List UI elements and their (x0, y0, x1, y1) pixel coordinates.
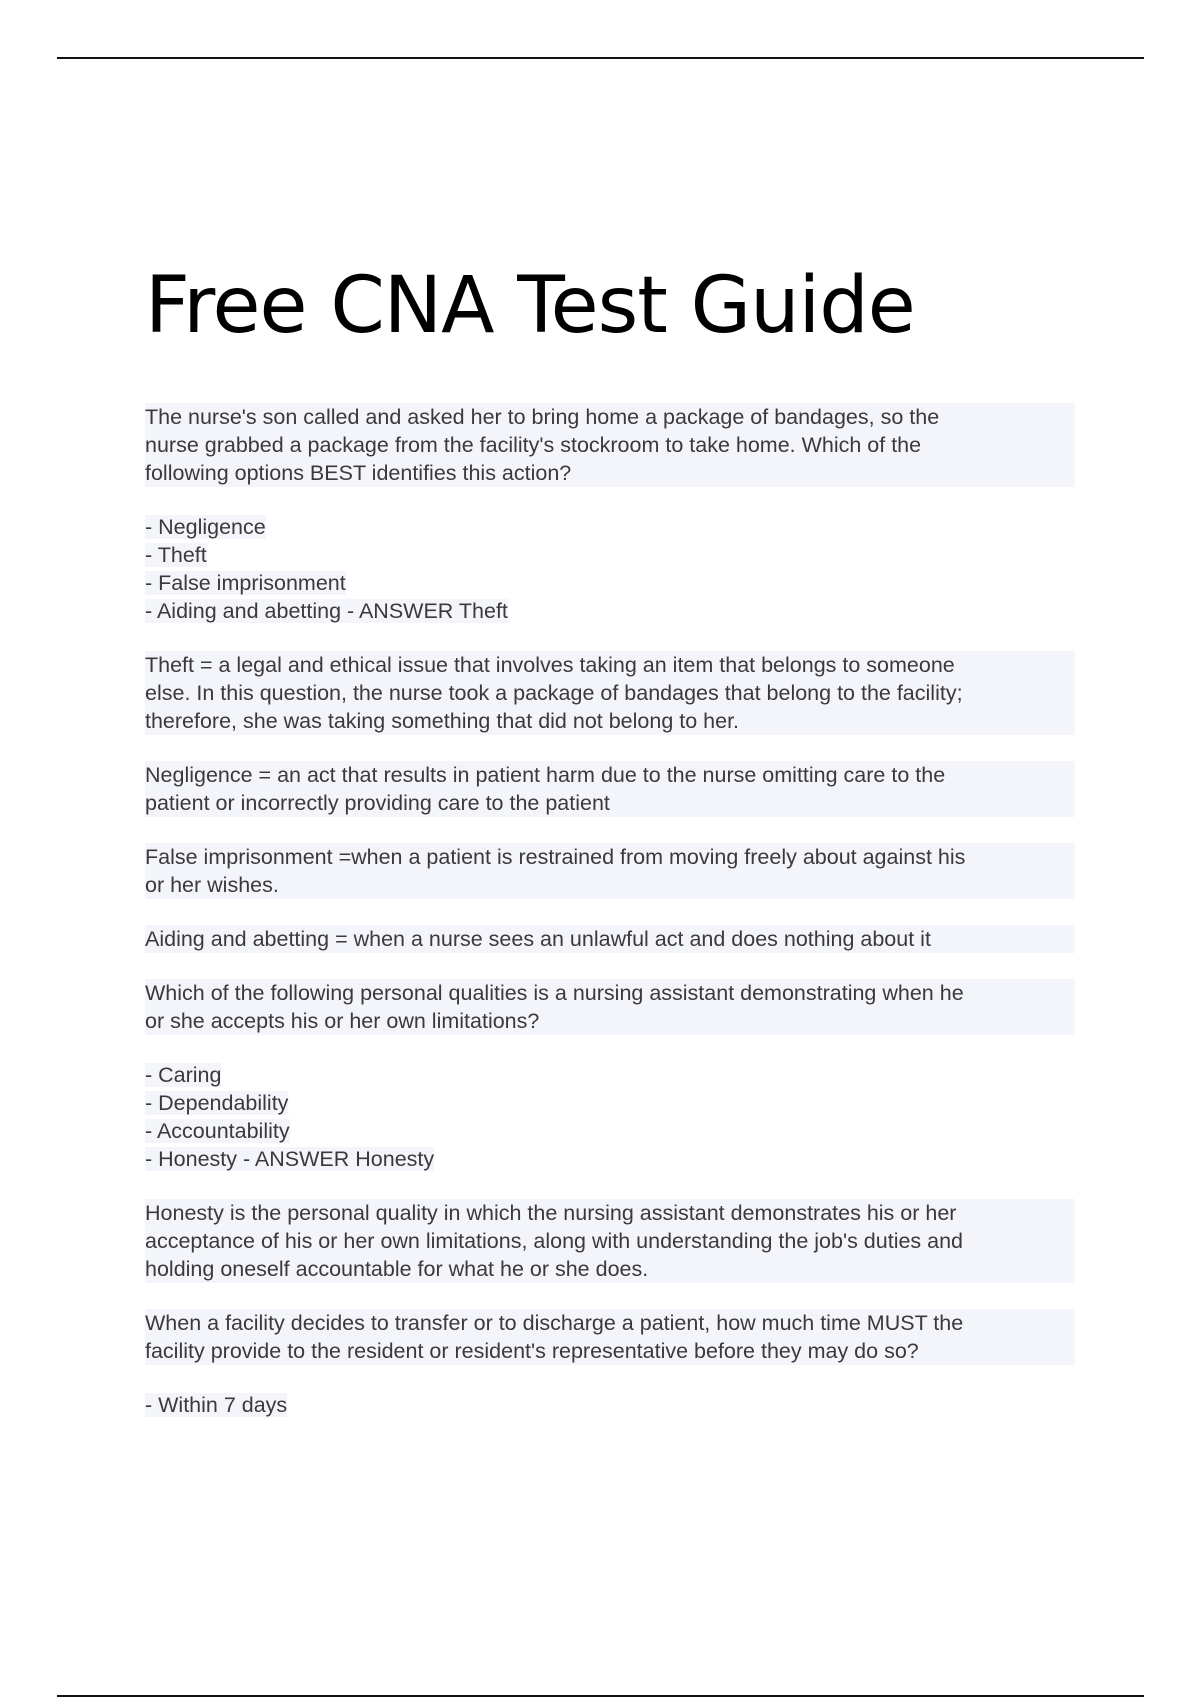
text-line: Negligence = an act that results in patient harm due to the nurse omitting care to the (145, 761, 1075, 789)
option-item: - Dependability (145, 1091, 289, 1115)
explanation-honesty (145, 1199, 1075, 1283)
question-1-options (145, 513, 1075, 625)
text-line: else. In this question, the nurse took a package of bandages that belong to the facility; (145, 679, 1075, 707)
question-2-options (145, 1061, 1075, 1173)
top-rule (57, 57, 1144, 59)
text-line: Aiding and abetting = when a nurse sees an unlawful act and does nothing about it (145, 925, 1075, 953)
text-line: Honesty is the personal quality in which the nursing assistant demonstrates his or her (145, 1199, 1075, 1227)
explanation-negligence (145, 761, 1075, 817)
question-1-text (145, 403, 1075, 487)
text-line: patient or incorrectly providing care to the patient (145, 789, 1075, 817)
text-line: therefore, she was taking something that did not belong to her. (145, 707, 1075, 735)
text-line: Which of the following personal qualities is a nursing assistant demonstrating when he (145, 979, 1075, 1007)
option-item: - Within 7 days (145, 1393, 288, 1417)
question-3-options (145, 1391, 1075, 1419)
question-2-text (145, 979, 1075, 1035)
text-line: or her wishes. (145, 871, 1075, 899)
page-title: Free CNA Test Guide (145, 261, 915, 351)
text-line: or she accepts his or her own limitations? (145, 1007, 1075, 1035)
document-body (145, 403, 1075, 1445)
option-item: - False imprisonment (145, 571, 346, 595)
text-line: facility provide to the resident or resident's representative before they may do so? (145, 1337, 1075, 1365)
option-item: - Accountability (145, 1119, 290, 1143)
option-item-answer: - Honesty - ANSWER Honesty (145, 1147, 435, 1171)
explanation-false-imprisonment (145, 843, 1075, 899)
text-line: The nurse's son called and asked her to bring home a package of bandages, so the (145, 403, 1075, 431)
bottom-rule (57, 1695, 1144, 1697)
text-line: holding oneself accountable for what he or she does. (145, 1255, 1075, 1283)
text-line: nurse grabbed a package from the facility's stockroom to take home. Which of the (145, 431, 1075, 459)
option-item: - Negligence (145, 515, 266, 539)
option-item-answer: - Aiding and abetting - ANSWER Theft (145, 599, 508, 623)
explanation-theft (145, 651, 1075, 735)
text-line: When a facility decides to transfer or to discharge a patient, how much time MUST the (145, 1309, 1075, 1337)
question-3-text (145, 1309, 1075, 1365)
option-item: - Caring (145, 1063, 222, 1087)
text-line: False imprisonment =when a patient is restrained from moving freely about against his (145, 843, 1075, 871)
option-item: - Theft (145, 543, 207, 567)
text-line: Theft = a legal and ethical issue that involves taking an item that belongs to someone (145, 651, 1075, 679)
text-line: acceptance of his or her own limitations, along with understanding the job's duties and (145, 1227, 1075, 1255)
text-line: following options BEST identifies this action? (145, 459, 1075, 487)
explanation-aiding-abetting (145, 925, 1075, 953)
